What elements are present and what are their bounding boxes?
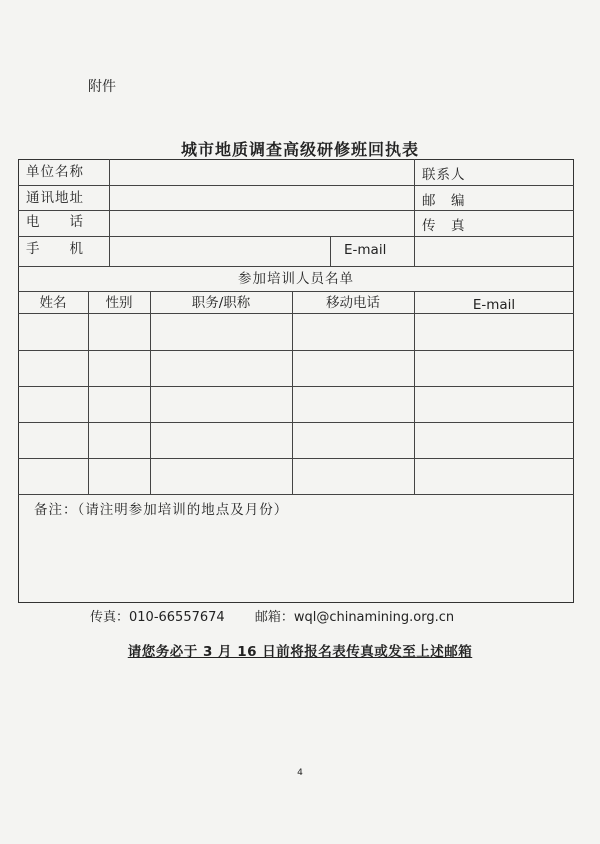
phone-label: 电 话 (26, 214, 84, 230)
column-header-mobile: 移动电话 (326, 295, 380, 311)
phone-field[interactable] (110, 212, 410, 232)
attachment-label: 附件 (88, 79, 116, 95)
fax-label: 传 真 (422, 218, 466, 234)
contact-person-field[interactable] (478, 162, 570, 182)
row-divider (18, 422, 574, 423)
mobile-field[interactable] (110, 239, 326, 261)
row-divider (18, 350, 574, 351)
unit-name-label: 单位名称 (26, 164, 84, 180)
remarks-field[interactable] (20, 524, 572, 600)
column-divider (330, 236, 331, 266)
column-divider (414, 159, 415, 236)
mobile-label: 手 机 (26, 241, 84, 257)
postcode-label: 邮 编 (422, 193, 466, 209)
row-divider (18, 236, 574, 237)
page-number: 4 (297, 768, 303, 778)
unit-name-field[interactable] (110, 162, 410, 182)
row-divider (18, 458, 574, 459)
row-divider (18, 210, 574, 211)
column-divider (292, 291, 293, 494)
footer-fax: 传真：010-66557674 (90, 610, 225, 625)
form-title: 城市地质调查高级研修班回执表 (180, 140, 419, 159)
footer-email: 邮箱：wql@chinamining.org.cn (254, 610, 455, 625)
row-divider (18, 266, 574, 267)
fax-field[interactable] (478, 212, 570, 232)
remarks-label: 备注：（请注明参加培训的地点及月份） (34, 502, 289, 518)
contact-person-label: 联系人 (422, 167, 466, 183)
column-header-title: 职务/职称 (191, 295, 251, 311)
row-divider (18, 386, 574, 387)
participants-section-title: 参加培训人员名单 (238, 271, 354, 287)
address-label: 通讯地址 (26, 190, 84, 206)
column-divider (414, 291, 415, 494)
submission-notice: 请您务必于 3 月 16 日前将报名表传真或发至上述邮箱 (127, 644, 473, 660)
email-label: E-mail (344, 242, 387, 258)
row-divider (18, 291, 574, 292)
column-header-gender: 性别 (105, 295, 133, 311)
column-divider (150, 291, 151, 494)
column-divider (88, 291, 89, 494)
row-divider (18, 185, 574, 186)
address-field[interactable] (110, 188, 410, 208)
footer-contact (90, 606, 454, 625)
row-divider (18, 494, 574, 495)
postcode-field[interactable] (478, 188, 570, 208)
email-field[interactable] (418, 239, 570, 261)
column-header-email: E-mail (472, 297, 516, 313)
column-header-name: 姓名 (39, 295, 67, 311)
column-divider (414, 236, 415, 266)
